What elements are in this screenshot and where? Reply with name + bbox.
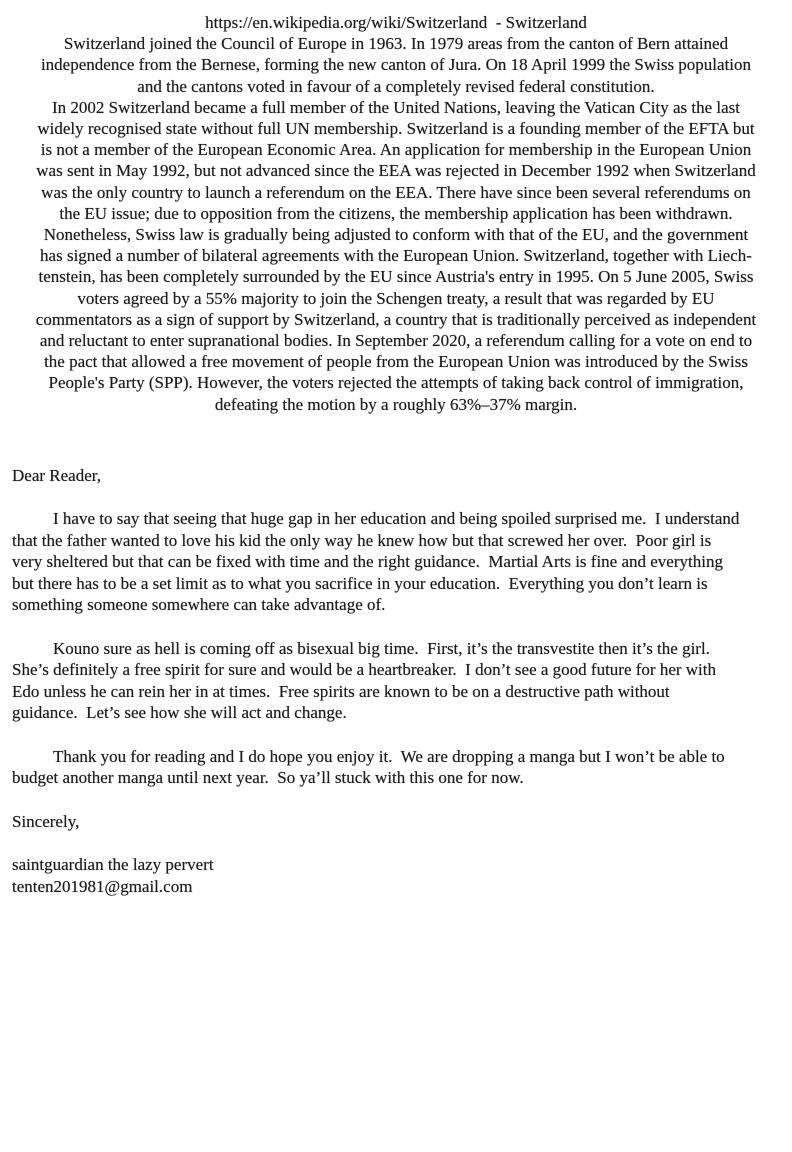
text-line: Thank you for reading and I do hope you enjoy it. We are dropping a manga but I won’t be able to (53, 746, 725, 766)
text-line: Switzerland joined the Council of Europe in 1963. In 1979 areas from the canton of Bern attained (63, 34, 729, 54)
text-line: In 2002 Switzerland became a full member of the United Nations, leaving the Vatican City as the last (52, 97, 740, 117)
text-line: the EU issue; due to opposition from the citizens, the membership application has been withdrawn. (59, 203, 733, 223)
text-line: guidance. Let’s see how she will act and change. (12, 703, 347, 723)
text-line: defeating the motion by a roughly 63%–37% margin. (214, 394, 578, 414)
text-line: independence from the Bernese, forming the new canton of Jura. On 18 April 1999 the Swiss population (40, 55, 752, 75)
text-line: was the only country to launch a referendum on the EEA. There have since been several referendums on (41, 182, 751, 202)
text-line: something someone somewhere can take advantage of. (12, 595, 386, 615)
text-line: commentators as a sign of support by Switzerland, a country that is traditionally perceived as independent (35, 309, 757, 329)
text-line: has signed a number of bilateral agreements with the European Union. Switzerland, together with Liech- (40, 246, 752, 266)
letter-body (12, 465, 780, 898)
letter-paragraph-3 (12, 746, 780, 789)
text-line: that the father wanted to love his kid the only way he knew how but that screwed her over. Poor girl is (12, 530, 712, 550)
source-url-line: https://en.wikipedia.org/wiki/Switzerland - Switzerland (205, 13, 587, 32)
letter-paragraph-1 (12, 508, 780, 616)
wiki-excerpt-lines (12, 33, 780, 415)
text-line: widely recognised state without full UN membership. Switzerland is a founding member of the EFTA but (37, 119, 755, 139)
text-line: the pact that allowed a free movement of people from the European Union was introduced by the Swiss (44, 352, 748, 372)
text-line: I have to say that seeing that huge gap in her education and being spoiled surprised me. I understand (53, 509, 740, 529)
signature-name: saintguardian the lazy pervert (12, 855, 214, 875)
text-line: and the cantons voted in favour of a completely revised federal constitution. (137, 76, 655, 96)
text-line: She’s definitely a free spirit for sure and would be a heartbreaker. I don’t see a good future for her with (12, 660, 716, 680)
letter-salutation: Dear Reader, (12, 465, 101, 485)
letter-closing: Sincerely, (12, 811, 80, 831)
text-line: Nonetheless, Swiss law is gradually being adjusted to conform with that of the EU, and the government (43, 225, 749, 245)
text-line: very sheltered but that can be fixed with time and the right guidance. Martial Arts is fine and everything (12, 552, 723, 572)
letter-paragraph-2 (12, 638, 780, 724)
text-line: budget another manga until next year. So ya’ll stuck with this one for now. (12, 768, 524, 788)
text-line: tenstein, has been completely surrounded by the EU since Austria's entry in 1995. On 5 June 2005, Swiss (38, 267, 754, 287)
text-line: is not a member of the European Economic Area. An application for membership in the European Union (40, 140, 752, 160)
text-line: was sent in May 1992, but not advanced since the EEA was rejected in December 1992 when Switzerland (36, 161, 756, 181)
wiki-excerpt-block (12, 12, 780, 415)
text-line: voters agreed by a 55% majority to join the Schengen treaty, a result that was regarded by EU (77, 288, 715, 308)
text-line: People's Party (SPP). However, the voters rejected the attempts of taking back control of immigration, (48, 373, 744, 393)
signature-email: tenten201981@gmail.com (12, 876, 193, 896)
text-line: Kouno sure as hell is coming off as bisexual big time. First, it’s the transvestite then it’s the girl. (53, 638, 710, 658)
text-line: Edo unless he can rein her in at times. Free spirits are known to be on a destructive path without (12, 681, 670, 701)
signature-block (12, 854, 780, 897)
text-line: and reluctant to enter supranational bodies. In September 2020, a referendum calling for a vote on end to (39, 331, 753, 351)
text-line: but there has to be a set limit as to what you sacrifice in your education. Everything you don’t learn is (12, 573, 708, 593)
